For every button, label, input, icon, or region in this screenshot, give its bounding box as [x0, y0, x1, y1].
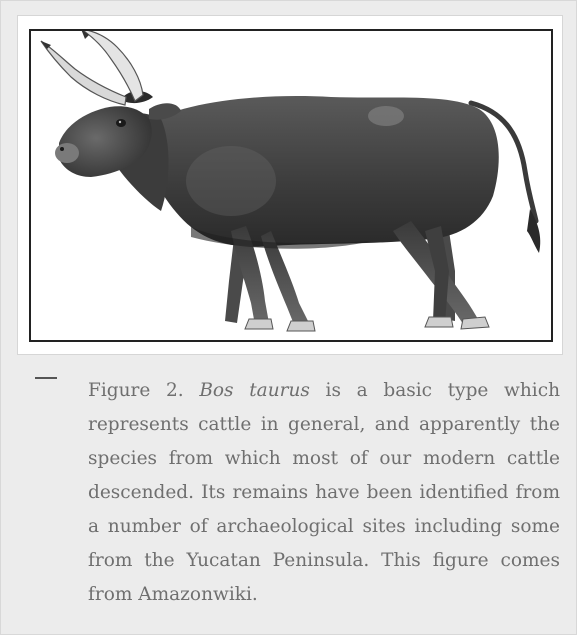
figure-caption: [88, 374, 560, 612]
aurochs-illustration: [31, 31, 551, 340]
caption-dash: [35, 377, 57, 379]
figure-image-frame: [17, 15, 563, 355]
caption-body: is a basic type which represents cattle in general, and apparently the species from which most of our modern cattle descended. Its remains have been identified from a number of archaeological sites including some from the Yucatan Peninsula. This figure comes from Amazonwiki.: [88, 380, 560, 605]
figure-image: [29, 29, 553, 342]
caption-species: Bos taurus: [199, 380, 310, 401]
caption-prefix: Figure 2.: [88, 380, 200, 401]
